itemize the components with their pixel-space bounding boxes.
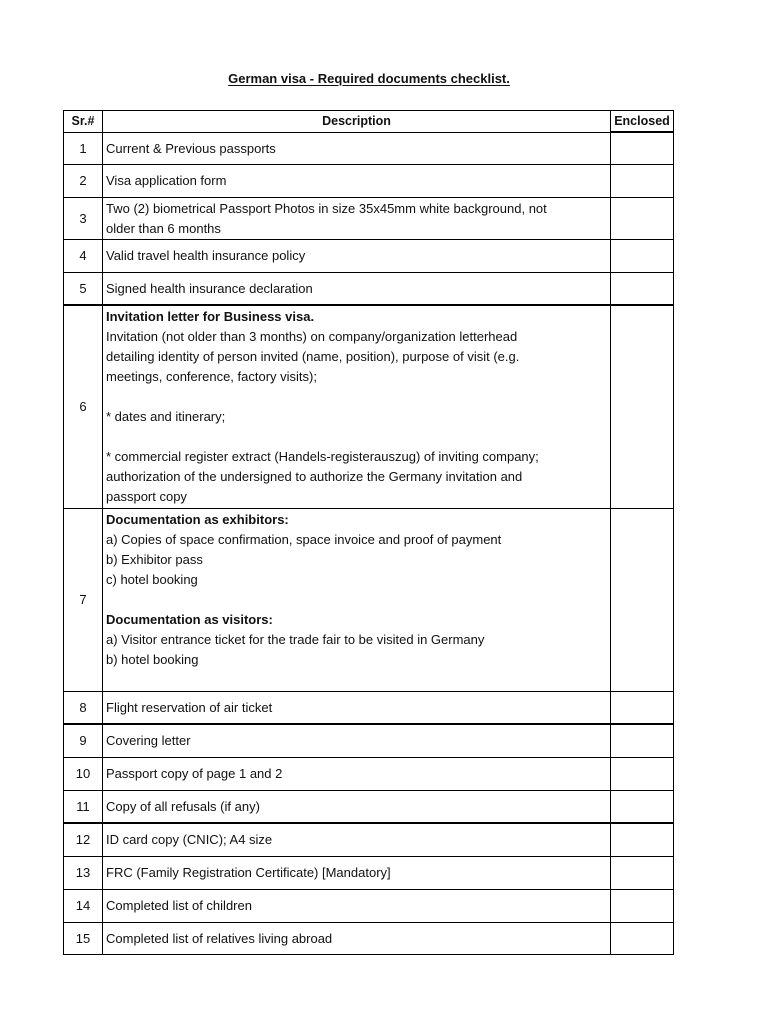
row-number: 3 bbox=[64, 197, 103, 239]
enclosed-checkbox-cell[interactable] bbox=[611, 305, 674, 508]
table-row bbox=[64, 239, 674, 272]
description-line: Current & Previous passports bbox=[106, 140, 276, 156]
enclosed-checkbox-cell[interactable] bbox=[611, 197, 674, 239]
table-row bbox=[64, 691, 674, 724]
table-row bbox=[64, 790, 674, 823]
enclosed-checkbox-cell[interactable] bbox=[611, 691, 674, 724]
description-line: detailing identity of person invited (name, position), purpose of visit (e.g. bbox=[106, 349, 520, 364]
description-line: a) Visitor entrance ticket for the trade fair to be visited in Germany bbox=[106, 631, 485, 647]
description-header: Description bbox=[103, 111, 611, 133]
row-description bbox=[103, 790, 611, 823]
description-line: Invitation (not older than 3 months) on company/organization letterhead bbox=[106, 329, 518, 344]
table-row bbox=[64, 508, 674, 691]
row-number: 2 bbox=[64, 164, 103, 197]
row-description bbox=[103, 823, 611, 856]
row-number: 14 bbox=[64, 889, 103, 922]
row-number: 8 bbox=[64, 691, 103, 724]
enclosed-checkbox-cell[interactable] bbox=[611, 724, 674, 757]
row-number: 9 bbox=[64, 724, 103, 757]
row-description bbox=[103, 724, 611, 757]
row-description bbox=[103, 508, 611, 691]
section-heading: Documentation as exhibitors: bbox=[106, 511, 289, 527]
row-number: 4 bbox=[64, 239, 103, 272]
enclosed-checkbox-cell[interactable] bbox=[611, 239, 674, 272]
row-number: 15 bbox=[64, 922, 103, 954]
table-row bbox=[64, 164, 674, 197]
row-number: 10 bbox=[64, 757, 103, 790]
description-line: Valid travel health insurance policy bbox=[106, 248, 306, 263]
row-description bbox=[103, 856, 611, 889]
description-line: ID card copy (CNIC); A4 size bbox=[106, 832, 273, 848]
enclosed-header: Enclosed bbox=[611, 111, 674, 133]
header-row bbox=[64, 111, 674, 133]
enclosed-checkbox-cell[interactable] bbox=[611, 272, 674, 305]
description-line: Completed list of children bbox=[106, 898, 252, 913]
table-row bbox=[64, 856, 674, 889]
description-line bbox=[106, 590, 607, 610]
enclosed-checkbox-cell[interactable] bbox=[611, 922, 674, 954]
table-row bbox=[64, 724, 674, 757]
section-heading: Documentation as visitors: bbox=[106, 611, 273, 627]
table-row bbox=[64, 272, 674, 305]
row-number: 11 bbox=[64, 790, 103, 823]
table-row bbox=[64, 132, 674, 164]
description-line: Copy of all refusals (if any) bbox=[106, 798, 260, 814]
row-description bbox=[103, 922, 611, 954]
description-line: FRC (Family Registration Certificate) [Mandatory] bbox=[106, 865, 391, 880]
description-line bbox=[106, 427, 607, 447]
row-number: 12 bbox=[64, 823, 103, 856]
description-line: b) hotel booking bbox=[106, 651, 199, 667]
enclosed-checkbox-cell[interactable] bbox=[611, 823, 674, 856]
description-line: passport copy bbox=[106, 489, 187, 504]
description-line: older than 6 months bbox=[106, 220, 221, 236]
description-line: Visa application form bbox=[106, 173, 227, 188]
description-line: a) Copies of space confirmation, space invoice and proof of payment bbox=[106, 531, 502, 547]
enclosed-checkbox-cell[interactable] bbox=[611, 508, 674, 691]
table-row bbox=[64, 197, 674, 239]
enclosed-checkbox-cell[interactable] bbox=[611, 132, 674, 164]
document-title: German visa - Required documents checklist. bbox=[228, 71, 510, 86]
row-description bbox=[103, 197, 611, 239]
section-heading: Invitation letter for Business visa. bbox=[106, 309, 315, 324]
row-number: 1 bbox=[64, 132, 103, 164]
row-number: 13 bbox=[64, 856, 103, 889]
sr-header: Sr.# bbox=[64, 111, 103, 133]
description-line: * dates and itinerary; bbox=[106, 409, 226, 424]
row-description bbox=[103, 239, 611, 272]
row-description bbox=[103, 757, 611, 790]
enclosed-checkbox-cell[interactable] bbox=[611, 790, 674, 823]
row-description bbox=[103, 691, 611, 724]
description-line bbox=[106, 387, 607, 407]
description-line: authorization of the undersigned to authorize the Germany invitation and bbox=[106, 469, 523, 484]
row-description bbox=[103, 889, 611, 922]
description-line: Signed health insurance declaration bbox=[106, 280, 313, 296]
enclosed-checkbox-cell[interactable] bbox=[611, 856, 674, 889]
table-row bbox=[64, 889, 674, 922]
description-line: b) Exhibitor pass bbox=[106, 551, 203, 567]
table-row bbox=[64, 922, 674, 954]
description-line: Flight reservation of air ticket bbox=[106, 699, 273, 715]
checklist-table bbox=[63, 110, 674, 955]
row-description bbox=[103, 164, 611, 197]
enclosed-checkbox-cell[interactable] bbox=[611, 889, 674, 922]
description-line: Covering letter bbox=[106, 733, 191, 749]
row-number: 5 bbox=[64, 272, 103, 305]
description-line: c) hotel booking bbox=[106, 571, 198, 587]
row-description bbox=[103, 305, 611, 508]
row-description bbox=[103, 272, 611, 305]
description-line: Two (2) biometrical Passport Photos in size 35x45mm white background, not bbox=[106, 200, 547, 216]
description-line: meetings, conference, factory visits); bbox=[106, 369, 317, 384]
description-line: Passport copy of page 1 and 2 bbox=[106, 766, 283, 781]
description-line: Completed list of relatives living abroad bbox=[106, 930, 333, 946]
enclosed-checkbox-cell[interactable] bbox=[611, 164, 674, 197]
table-row bbox=[64, 757, 674, 790]
enclosed-checkbox-cell[interactable] bbox=[611, 757, 674, 790]
row-number: 7 bbox=[64, 508, 103, 691]
table-row bbox=[64, 823, 674, 856]
row-number: 6 bbox=[64, 305, 103, 508]
row-description bbox=[103, 132, 611, 164]
table-row bbox=[64, 305, 674, 508]
description-line: * commercial register extract (Handels-registerauszug) of inviting company; bbox=[106, 449, 539, 464]
